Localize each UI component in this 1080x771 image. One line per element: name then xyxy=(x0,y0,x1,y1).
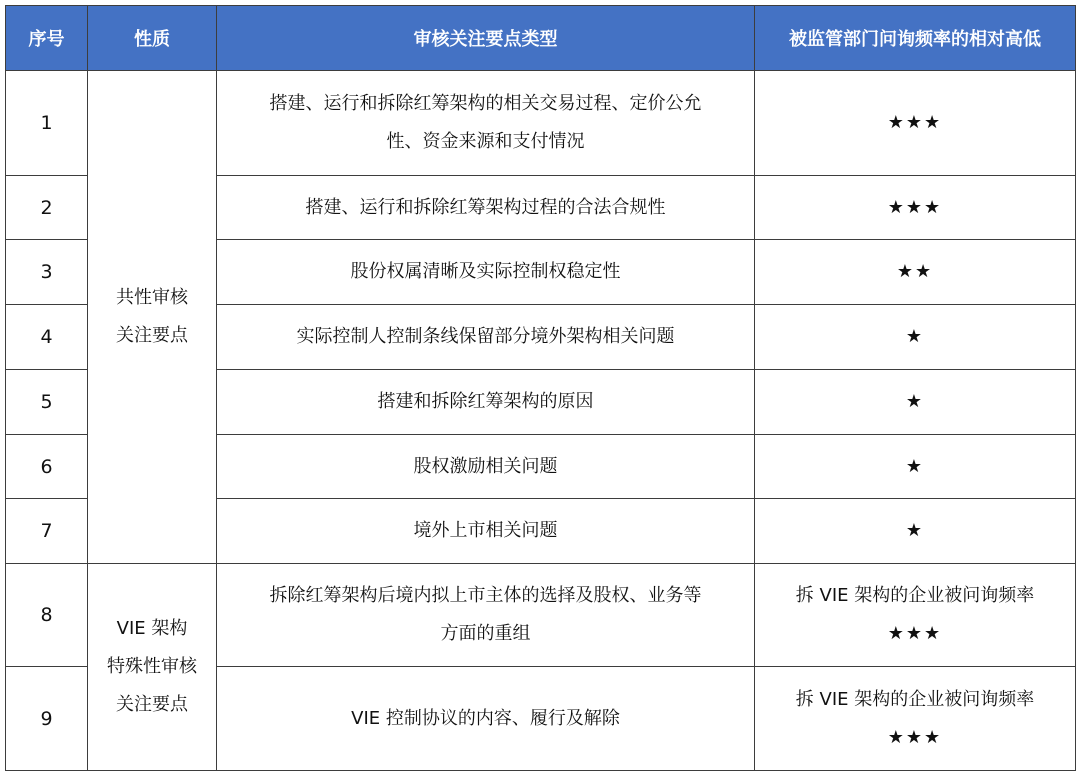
row-number: 1 xyxy=(6,71,88,176)
group-common-label: 共性审核 关注要点 xyxy=(116,287,188,346)
row-number: 2 xyxy=(6,176,88,240)
row-number: 3 xyxy=(6,240,88,305)
frequency-stars: ★★ xyxy=(755,240,1076,305)
row-number: 7 xyxy=(6,499,88,564)
focus-type-cell: 拆除红筹架构后境内拟上市主体的选择及股权、业务等 方面的重组 xyxy=(217,564,755,667)
frequency-stars: ★ xyxy=(755,435,1076,499)
frequency-note: 拆 VIE 架构的企业被问询频率 xyxy=(795,688,1035,710)
frequency-stars: ★ xyxy=(755,370,1076,435)
focus-type-cell: 搭建、运行和拆除红筹架构的相关交易过程、定价公允 性、资金来源和支付情况 xyxy=(217,71,755,176)
frequency-cell xyxy=(755,667,1076,771)
audit-focus-table xyxy=(5,5,1076,771)
group-vie-label: VIE 架构 特殊性审核 关注要点 xyxy=(107,618,197,715)
focus-type-cell: 股权激励相关问题 xyxy=(217,435,755,499)
header-nature: 性质 xyxy=(88,6,217,71)
focus-type-cell: 搭建和拆除红筹架构的原因 xyxy=(217,370,755,435)
row-number: 9 xyxy=(6,667,88,771)
header-focus-type: 审核关注要点类型 xyxy=(217,6,755,71)
frequency-stars: ★ xyxy=(755,499,1076,564)
focus-type-cell: 搭建、运行和拆除红筹架构过程的合法合规性 xyxy=(217,176,755,240)
frequency-stars: ★★★ xyxy=(755,176,1076,240)
header-inquiry-frequency: 被监管部门问询频率的相对高低 xyxy=(755,6,1076,71)
row-number: 4 xyxy=(6,305,88,370)
table-header-row xyxy=(6,6,1076,71)
frequency-stars: ★★★ xyxy=(755,71,1076,176)
focus-type-cell: 实际控制人控制条线保留部分境外架构相关问题 xyxy=(217,305,755,370)
row-number: 8 xyxy=(6,564,88,667)
frequency-note: 拆 VIE 架构的企业被问询频率 xyxy=(795,585,1035,606)
row-number: 5 xyxy=(6,370,88,435)
focus-type-cell: VIE 控制协议的内容、履行及解除 xyxy=(217,667,755,771)
focus-type-cell: 股份权属清晰及实际控制权稳定性 xyxy=(217,240,755,305)
table-row xyxy=(6,564,1076,667)
frequency-stars: ★★★ xyxy=(887,726,943,748)
frequency-stars: ★ xyxy=(755,305,1076,370)
focus-type-cell: 境外上市相关问题 xyxy=(217,499,755,564)
header-no: 序号 xyxy=(6,6,88,71)
group-common-cell xyxy=(88,71,217,564)
row-number: 6 xyxy=(6,435,88,499)
frequency-stars: ★★★ xyxy=(887,623,943,644)
frequency-cell xyxy=(755,564,1076,667)
group-vie-cell xyxy=(88,564,217,771)
table-row xyxy=(6,71,1076,176)
